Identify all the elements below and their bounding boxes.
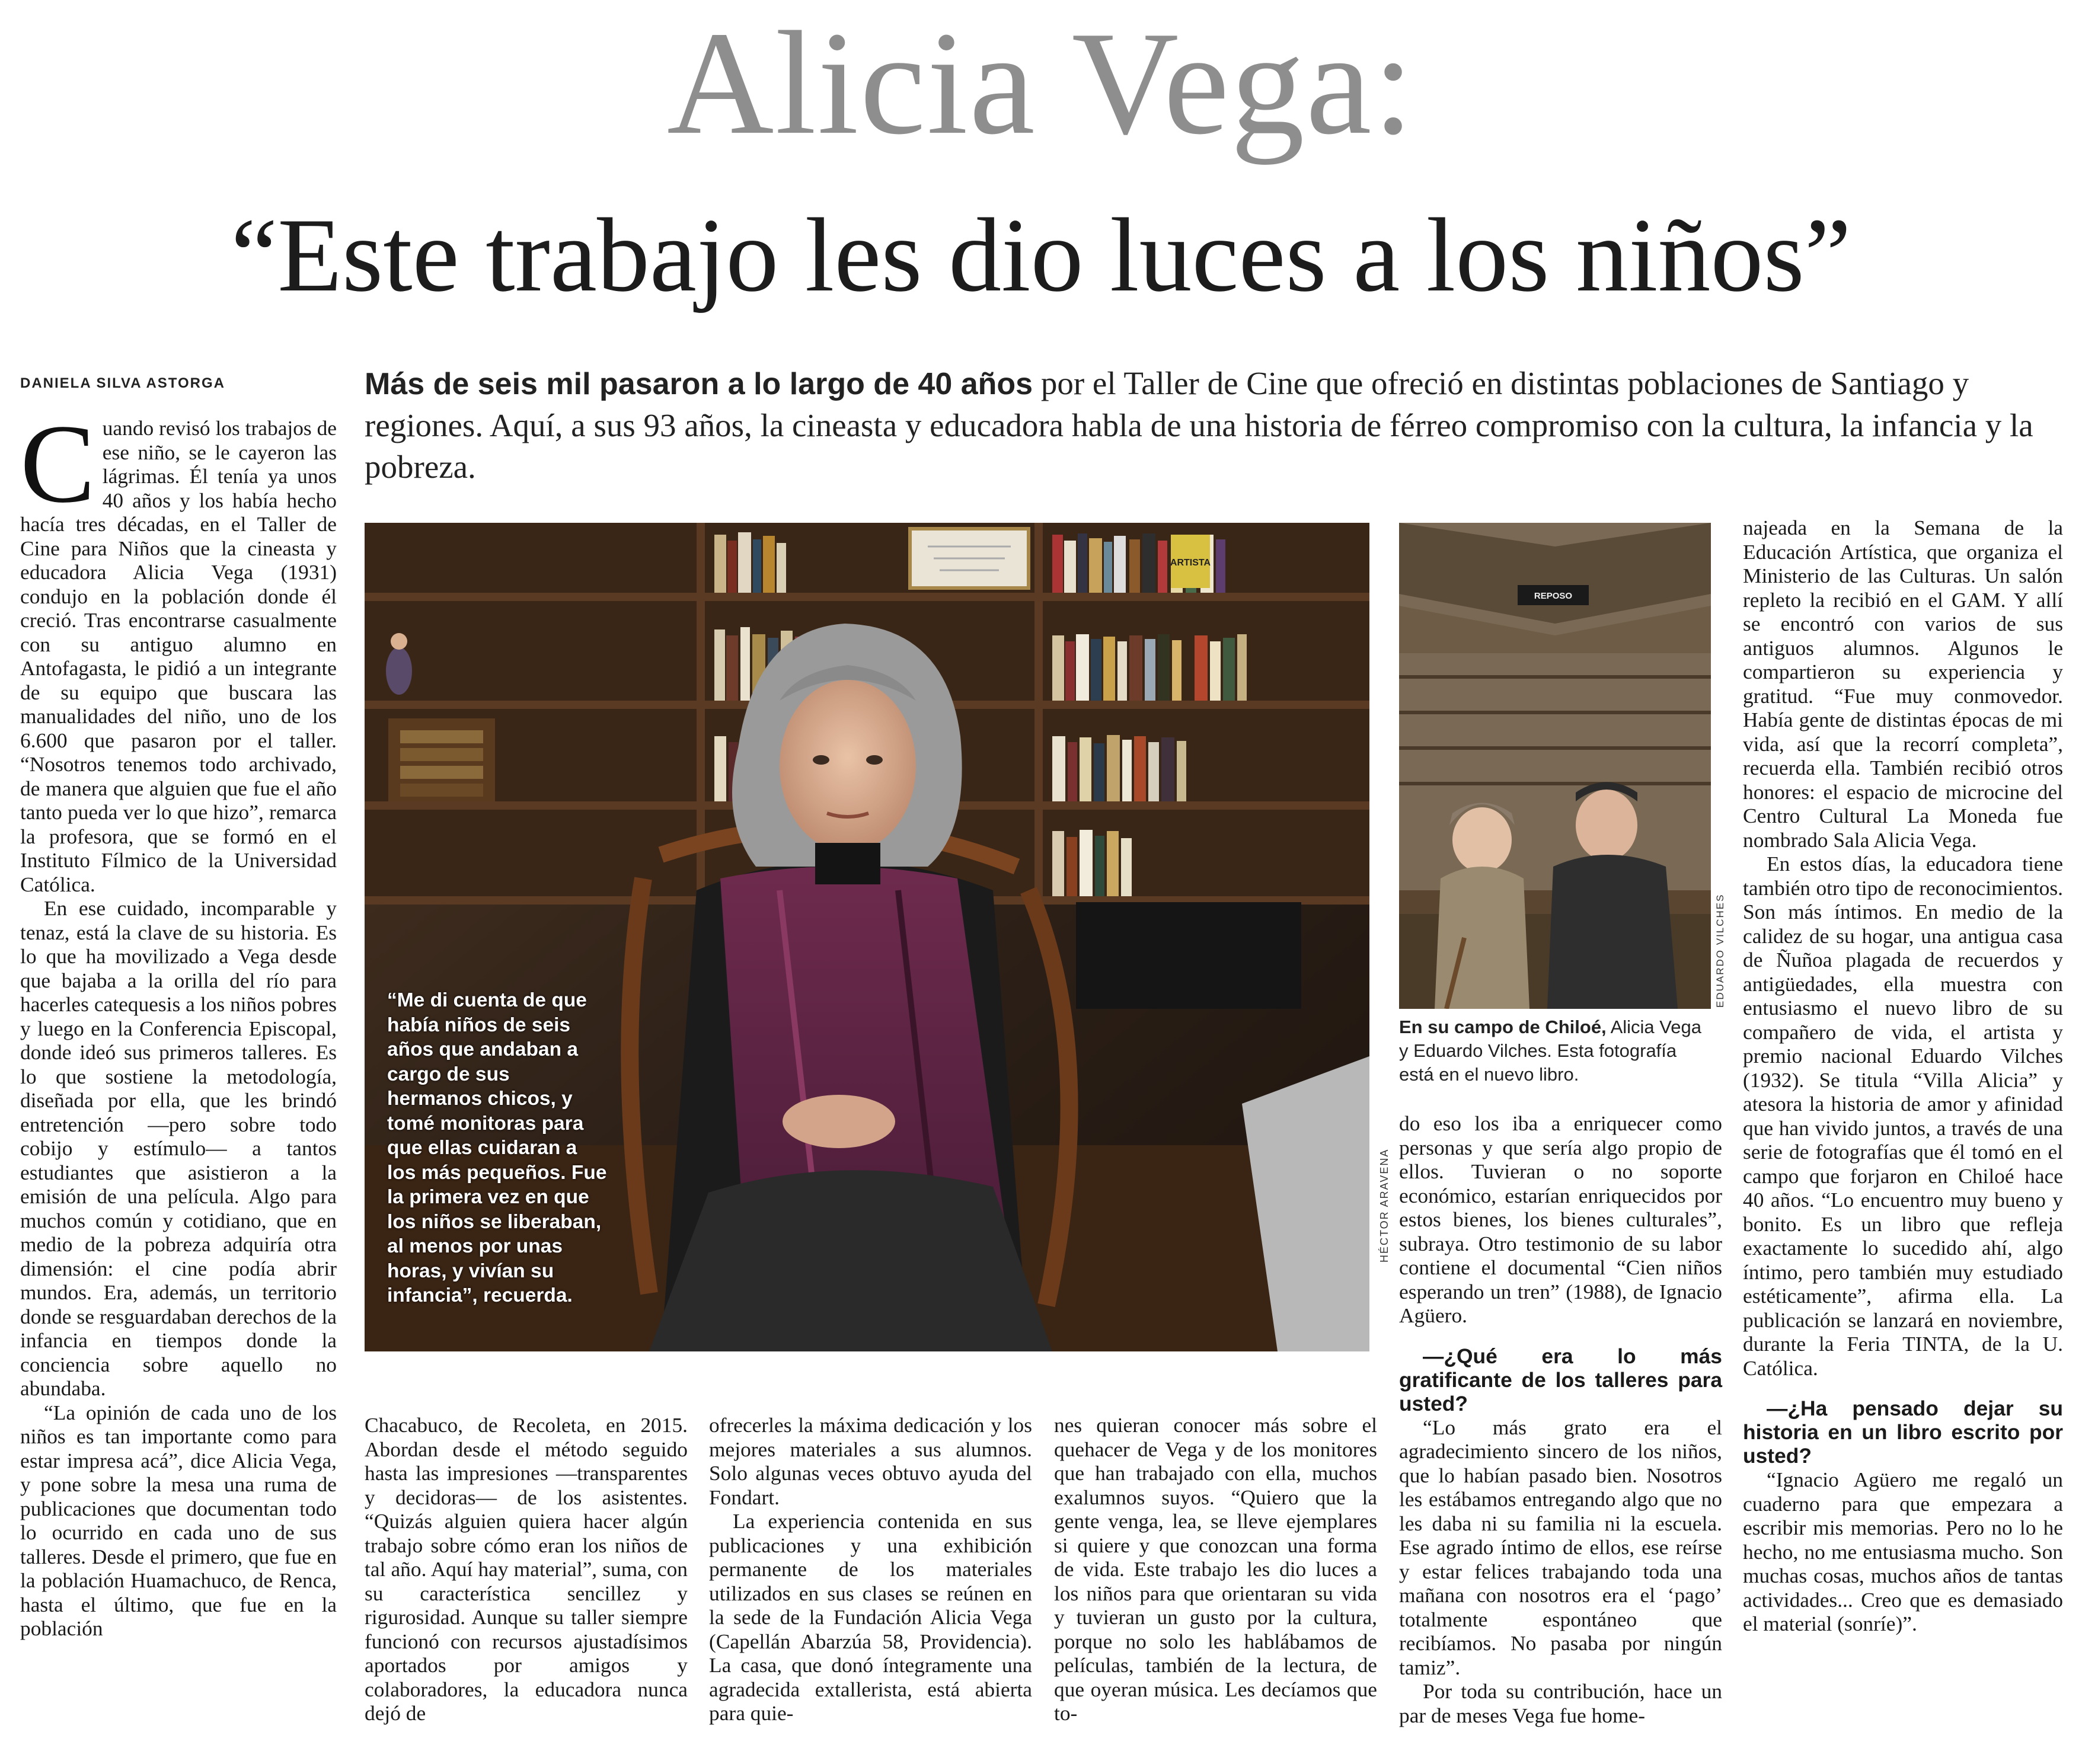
article-column-3 <box>709 1413 1032 1725</box>
column-1-text-1: uando revisó los trabajos de ese niño, se le cayeron las lágrimas. Él tenía ya unos 40 años y los había hecho hacía tres décadas, en el Taller de Cine para Niños que la cineasta y educadora Alicia Vega (1931) condujo en la población donde él creció. Tras encontrarse casualmente con su antiguo alumno en Antofagasta, le pidió a un integrante de su equipo que buscara las manualidades del niño, uno de los 6.600 que pasaron por el taller. “Nosotros tenemos todo archivado, de manera que alguien que fue el año tanto pueda ver lo que hizo”, remarca la profesora, que se formó en el Instituto Fílmico de la Universidad Católica. <box>20 416 337 896</box>
column-3-paragraph-1: ofrecerles la máxima dedicación y los mejores materiales a sus alumnos. Solo algunas veces obtuvo ayuda del Fondart. <box>709 1413 1032 1509</box>
column-6-paragraph-1: najeada en la Semana de la Educación Artística, que organiza el Ministerio de las Culturas. Un salón repleto la recibió en el GAM. Y allí se encontró con varios de sus antiguos alumnos. Algunos le compartieron su experiencia y gratitud. “Fue muy conmovedor. Había gente de distintas épocas de mi vida, así que la recorrí completa”, recuerda ella. También recibió otros honores: el espacio de microcine del Centro Cultural La Moneda fue nombrado Sala Alicia Vega. <box>1743 516 2063 852</box>
artista-sign-text: ARTISTA <box>1170 558 1211 568</box>
caption-text: Alicia Vega y Eduardo Vilches. Esta fotografía está en el nuevo libro. <box>1399 1017 1701 1085</box>
interview-question-1: —¿Qué era lo más gratificante de los talleres para usted? <box>1399 1344 1722 1415</box>
column-1-paragraph-2: En ese cuidado, incomparable y tenaz, está la clave de su historia. Es lo que ha movilizado a Vega desde que bajaba a la orilla del río para hacerles catequesis a los niños pobres y luego en la Conferencia Episcopal, donde ideó sus primeros talleres. Es lo que sostiene la metodología, diseñada por ella, que les brindó entretención —pero sobre todo cobijo y estímulo— a tantos estudiantes que asistieron a la emisión de una película. Algo para muchos común y cotidiano, que en medio de la pobreza adquiría otra dimensión: el cine podía abrir mundos. Era, además, un territorio donde se resguardaban derechos de la infancia en tiempos donde la conciencia sobre aquello no abundaba. <box>20 896 337 1400</box>
drop-cap: C <box>20 402 95 526</box>
headline-title: Alicia Vega: <box>666 1 1416 165</box>
second-photo-credit: EDUARDO VILCHES <box>1714 893 1726 1008</box>
article-column-5 <box>1399 1111 1722 1727</box>
lead-text: por el Taller de Cine que ofreció en distintas poblaciones de Santiago y regiones. Aquí, a sus 93 años, la cineasta y educadora habla de una historia de férreo compromiso con la cultura, la infancia y la pobreza. <box>365 365 2033 485</box>
interview-question-2: —¿Ha pensado dejar su historia en un libro escrito por usted? <box>1743 1396 2063 1468</box>
headline-subtitle: “Este trabajo les dio luces a los niños” <box>231 196 1851 314</box>
chiloe-illustration <box>1399 523 1711 1009</box>
lead-paragraph <box>365 363 2048 488</box>
reposo-sign-text: REPOSO <box>1534 591 1573 601</box>
column-3-paragraph-2: La experiencia contenida en sus publicaciones y una exhibición permanente de los materiales utilizados en sus clases se reúnen en la sede de la Fundación Alicia Vega (Capellán Abarzúa 58, Providencia). La casa, que donó íntegramente una agradecida extallerista, está abierta para quie- <box>709 1509 1032 1725</box>
photo-quote: “Me di cuenta de que había niños de seis años que andaban a cargo de sus hermanos chicos, y tomé monitoras para que ellas cuidaran a los más pequeños. Fue la primera vez en que los niños se liberaban, al menos por unas horas, y vivían su infancia”, recuerda. <box>387 989 607 1306</box>
article-column-2 <box>365 1413 688 1725</box>
byline: DANIELA SILVA ASTORGA <box>20 375 226 391</box>
column-5-paragraph-1: do eso los iba a enriquecer como personas y que sería algo propio de ellos. Tuvieran o no soporte económico, estarían enriquecidos por estos bienes, los bienes culturales”, subraya. Otro testimonio de su labor contiene el documental “Cien niños esperando un tren” (1988), de Ignacio Agüero. <box>1399 1111 1722 1327</box>
article-column-4 <box>1054 1413 1377 1725</box>
column-5-paragraph-3: Por toda su contribución, hace un par de meses Vega fue home- <box>1399 1679 1722 1727</box>
article-column-1 <box>20 402 337 1641</box>
article-column-6 <box>1743 516 2063 1636</box>
main-photo <box>365 523 1369 1351</box>
second-photo <box>1399 523 1711 1009</box>
column-6-paragraph-3: “Ignacio Agüero me regaló un cuaderno para que empezara a escribir mis memorias. Pero no lo he hecho, no me entusiasma mucho. Son muchas cosas, muchos años de tantas actividades... Creo que es demasiado el material (sonríe)”. <box>1743 1468 2063 1635</box>
column-1-paragraph-3: “La opinión de cada uno de los niños es tan importante como para estar impresa acá”, dice Alicia Vega, y pone sobre la mesa una ruma de publicaciones que documentan todo lo ocurrido en cada uno de sus talleres. Desde el primero, que fue en la población Huamachuco, de Renca, hasta el último, que fue en la población <box>20 1400 337 1640</box>
column-1-paragraph-1 <box>20 402 337 896</box>
column-6-paragraph-2: En estos días, la educadora tiene también otro tipo de reconocimientos. Son más íntimos. En medio de la calidez de su hogar, una antigua casa de Ñuñoa plagada de recuerdos y antigüedades, ella muestra con entusiasmo el nuevo libro de su compañero de vida, el artista y premio nacional Eduardo Vilches (1932). Se titula “Villa Alicia” y atesora la historia de amor y afinidad que han vivido juntos, a través de una serie de fotografías que él tomó en el campo que forjaron en Chiloé hace 40 años. “Lo encuentro muy bueno y bonito. Es un libro que refleja exactamente lo sucedido ahí, algo íntimo, pero también muy estudiado estéticamente”, afirma ella. La publicación se lanzará en noviembre, durante la Feria TINTA, de la U. Católica. <box>1743 852 2063 1380</box>
photo-caption <box>1399 1015 1713 1086</box>
column-2-paragraph-1: Chacabuco, de Recoleta, en 2015. Abordan desde el método seguido hasta las impresiones —transparentes y decidoras— de los asistentes. “Quizás alguien quiera hacer algún trabajo sobre cómo eran los niños de tal año. Aquí hay material”, suma, con su característica sencillez y rigurosidad. Aunque su taller siempre funcionó con recursos ajustadísimos aportados por amigos y colaboradores, la educadora nunca dejó de <box>365 1413 688 1725</box>
main-photo-credit: HÉCTOR ARAVENA <box>1378 1148 1390 1263</box>
column-5-paragraph-2: “Lo más grato era el agradecimiento sincero de los niños, que lo habían pasado bien. Nosotros les estábamos entregando algo que no les daba ni su familia ni la escuela. Ese agrado íntimo de ellos, ese reírse y estar felices trabajando toda una mañana con nosotros era el ‘pago’ totalmente espontáneo que recibíamos. No pasaba por ningún tamiz”. <box>1399 1415 1722 1679</box>
column-4-paragraph-1: nes quieran conocer más sobre el quehacer de Vega y de los monitores que han trabajado con ella, muchos exalumnos suyos. “Quiero que la gente venga, lea, se lleve ejemplares si quiere y que conozcan una forma de vida. Este trabajo les dio luces a los niños para que orientaran su vida y tuvieran un gusto por la cultura, porque no solo les hablábamos de películas, también de la lectura, de que oyeran música. Les decíamos que to- <box>1054 1413 1377 1725</box>
lead-bold: Más de seis mil pasaron a lo largo de 40 años <box>365 367 1033 401</box>
caption-bold: En su campo de Chiloé, <box>1399 1017 1607 1037</box>
